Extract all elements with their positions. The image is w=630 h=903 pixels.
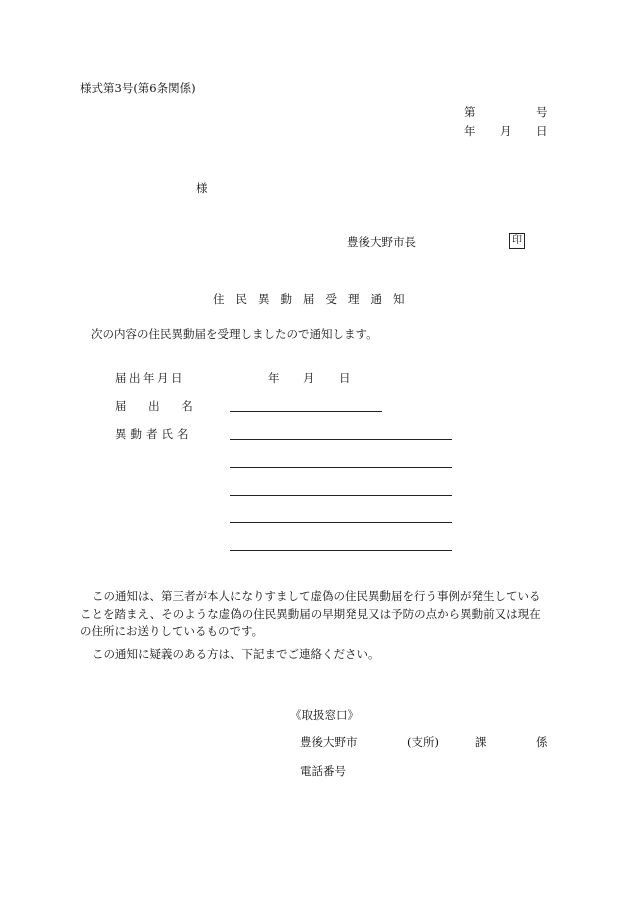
contact-city: 豊後大野市: [300, 735, 358, 749]
contact-phone-label: 電話番号: [300, 764, 346, 778]
contact-branch: (支所): [407, 735, 439, 749]
intro-text: 次の内容の住民異動届を受理しましたので通知します。: [91, 327, 378, 341]
person-line-4: [230, 522, 452, 523]
notice-inquiry-line: この通知に疑義のある方は、下記までご連絡ください。: [92, 647, 380, 661]
form-label: 様式第3号(第6条関係): [80, 81, 196, 95]
submit-date-year: 年: [268, 371, 280, 385]
contact-heading: 《取扱窓口》: [290, 708, 359, 722]
date-year: 年: [464, 124, 476, 138]
notice-line-2: ことを踏まえ、そのような虚偽の住民異動届の早期発見又は予防の点から異動前又は現在: [80, 606, 541, 621]
person-line-3: [230, 495, 452, 496]
doc-number-suffix: 号: [536, 105, 548, 119]
document-title: 住民異動届受理通知: [213, 292, 416, 306]
person-line-1: [230, 439, 452, 440]
person-line-2: [230, 467, 452, 468]
submit-date-label: 届出年月日: [115, 371, 185, 385]
notice-paragraph-2: [80, 646, 550, 664]
contact-section: 課: [475, 735, 487, 749]
submit-date-day: 日: [339, 371, 351, 385]
contact-subsection: 係: [536, 735, 548, 749]
submitter-label: 届 出 名: [115, 399, 197, 413]
persons-label: 異動者氏名: [115, 427, 193, 441]
notice-line-3: の住所にお送りしているものです。: [80, 624, 264, 638]
notice-line-1: この通知は、第三者が本人になりすまして虚偽の住民異動届を行う事例が発生している: [92, 589, 541, 603]
date-month: 月: [500, 124, 512, 138]
addressee-suffix: 様: [196, 181, 208, 195]
submit-date-month: 月: [303, 371, 315, 385]
date-day: 日: [536, 124, 548, 138]
notice-paragraph-1: [80, 588, 550, 641]
person-line-5: [230, 550, 452, 551]
doc-number-prefix: 第: [464, 105, 476, 119]
issuer-name: 豊後大野市長: [347, 235, 416, 249]
seal-mark: 印: [509, 233, 525, 249]
submitter-underline: [230, 411, 382, 412]
